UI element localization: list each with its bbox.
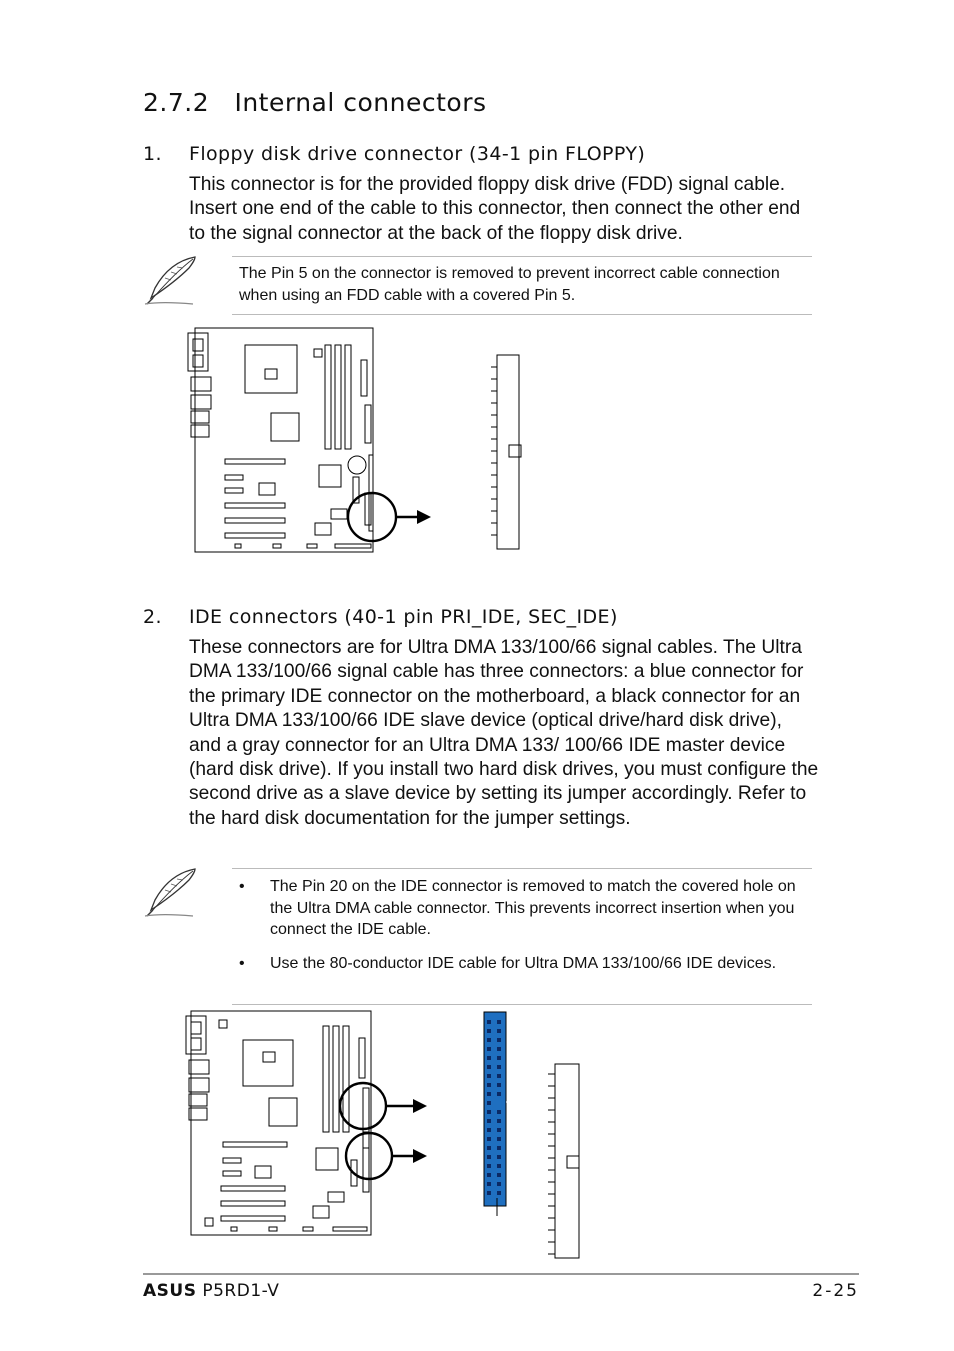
item-2-heading [143, 606, 618, 628]
note-1-top-rule [232, 256, 812, 257]
item-2-number: 2. [143, 606, 162, 628]
item-1-heading [143, 143, 645, 165]
note-2-item-1-text: The Pin 20 on the IDE connector is removed to match the covered hole on the Ultra DMA cable connector. This prevents incorrect insertion when you connect the IDE cable. [270, 878, 796, 938]
ide-connectors-diagram [183, 1008, 603, 1264]
note-2-item-1 [239, 876, 809, 941]
footer-rule [143, 1273, 859, 1275]
section-title-text: Internal connectors [234, 88, 487, 117]
page-number: 2-25 [812, 1281, 859, 1301]
item-1-body: This connector is for the provided floppy disk drive (FDD) signal cable. Insert one end of the cable to this connector, then connect the other end to the signal connector at the back of the floppy disk drive. [189, 174, 801, 244]
item-1-heading-text: Floppy disk drive connector (34-1 pin FLOPPY) [189, 143, 646, 165]
item-2-body: These connectors are for Ultra DMA 133/100/66 signal cables. The Ultra DMA 133/100/66 signal cable has three connectors: a blue connector for the primary IDE connector on the motherboard, a black connector for an Ultra DMA 133/100/66 IDE slave device (optical drive/hard disk drive), and a gray connector for an Ultra DMA 133/ 100/66 IDE master device (hard disk drive). If you install two hard disk drives, you must configure the second drive as a slave device by setting its jumper accordingly. Refer to the hard disk documentation for the jumper settings. [189, 637, 819, 829]
feather-pen-icon [143, 254, 199, 308]
item-2-heading-text: IDE connectors (40-1 pin PRI_IDE, SEC_IDE) [189, 606, 618, 628]
note-1-text: The Pin 5 on the connector is removed to prevent incorrect cable connection when using an FDD cable with a covered Pin 5. [239, 265, 780, 304]
bullet-icon: • [239, 878, 245, 895]
note-2-list [239, 876, 809, 986]
section-title [143, 88, 487, 117]
footer-brand-model [143, 1281, 279, 1301]
section-number: 2.7.2 [143, 88, 210, 117]
footer-brand: ASUS [143, 1281, 197, 1301]
bullet-icon: • [239, 954, 245, 972]
note-2-top-rule [232, 868, 812, 869]
floppy-connector-diagram [185, 325, 535, 560]
footer-model: P5RD1-V [202, 1281, 280, 1301]
note-2-bottom-rule [232, 1004, 812, 1005]
item-1-number: 1. [143, 143, 162, 165]
note-2-item-2 [239, 953, 809, 975]
feather-pen-icon [143, 866, 199, 920]
note-1-bottom-rule [232, 314, 812, 315]
note-2-item-2-text: Use the 80-conductor IDE cable for Ultra DMA 133/100/66 IDE devices. [270, 954, 777, 972]
